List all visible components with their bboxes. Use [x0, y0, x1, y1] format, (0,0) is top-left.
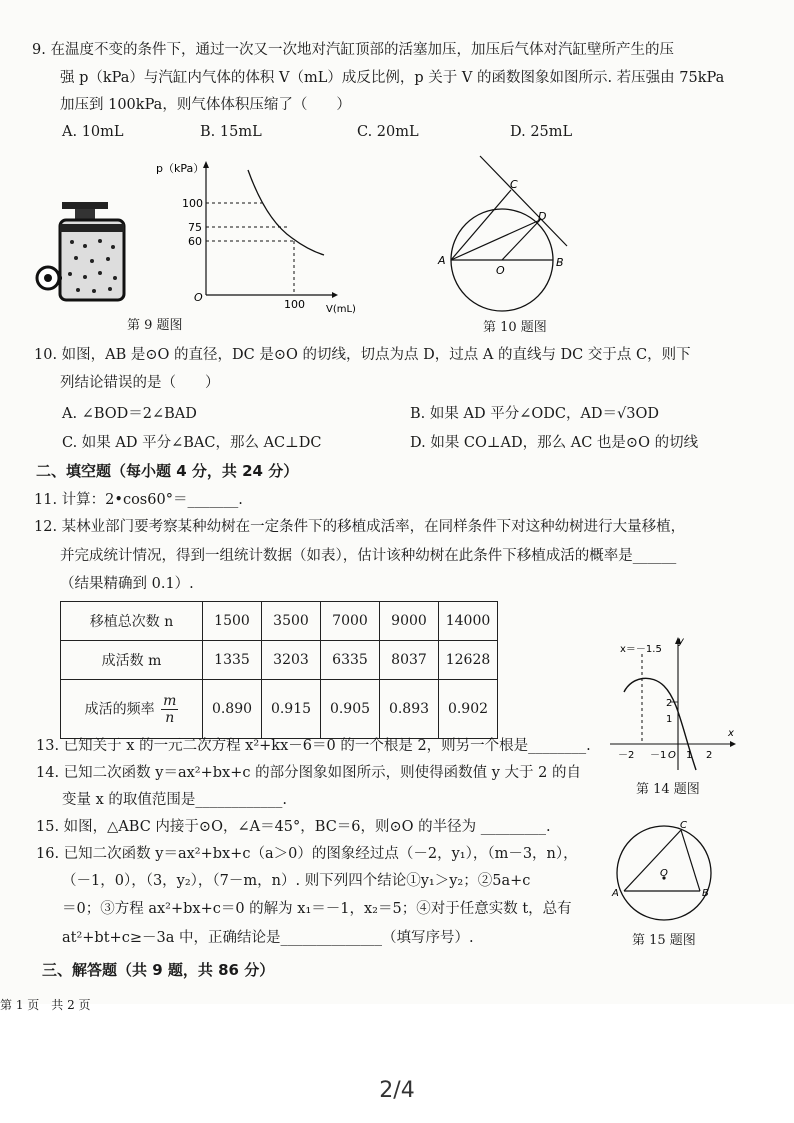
q10-option-c: C. 如果 AD 平分∠BAC，那么 AC⊥DC — [62, 435, 322, 451]
q14-line2: 变量 x 的取值范围是____________. — [62, 792, 288, 808]
q14-x-label: x — [728, 728, 734, 739]
table-cell: 0.905 — [321, 680, 380, 739]
q16-line4: at²+bt+c≥－3a 中，正确结论是______________（填写序号）. — [62, 930, 474, 946]
q15-figure — [606, 818, 726, 928]
q10-option-b: B. 如果 AD 平分∠ODC，AD＝√3OD — [410, 406, 660, 422]
table-cell: 3203 — [262, 641, 321, 680]
table-cell: 6335 — [321, 641, 380, 680]
q9-option-b: B. 15mL — [200, 124, 262, 140]
table-cell: 7000 — [321, 602, 380, 641]
table-cell: 0.915 — [262, 680, 321, 739]
q10-line1: 10. 如图，AB 是⊙O 的直径，DC 是⊙O 的切线，切点为点 D，过点 A 的直线与 DC 交于点 C，则下 — [34, 347, 691, 363]
q15-point-b: B — [702, 888, 709, 899]
table-cell: 9000 — [380, 602, 439, 641]
fraction-denominator: n — [165, 709, 175, 726]
q9-tick-75: 75 — [188, 221, 202, 234]
fraction-m-over-n — [161, 693, 178, 726]
q14-tick-m1: －1 — [650, 750, 667, 761]
table-row-header: 移植总次数 n — [61, 602, 203, 641]
table-row-header: 成活数 m — [61, 641, 203, 680]
q14-tick-p1: 1 — [686, 750, 693, 761]
q9-figure — [30, 150, 356, 315]
q9-line3: 加压到 100kPa，则气体体积压缩了（ ） — [60, 97, 351, 113]
q16-line2: （－1，0），（3，y₂），（7－m，n）. 则下列四个结论①y₁＞y₂；②5a+c — [62, 873, 531, 889]
q10-point-b: B — [556, 256, 564, 269]
q11: 11. 计算：2•cos60°＝_______. — [34, 492, 243, 508]
q10-point-d: D — [538, 210, 547, 223]
q9-tick-60: 60 — [188, 235, 202, 248]
q10-figure — [430, 148, 580, 313]
q12-line1: 12. 某林业部门要考察某种幼树在一定条件下的移植成活率，在同样条件下对这种幼树进行大量移植， — [34, 519, 686, 535]
table-cell: 12628 — [439, 641, 498, 680]
table-cell: 0.902 — [439, 680, 498, 739]
q14-tick-y1: 1 — [666, 714, 673, 725]
q12-line3: （结果精确到 0.1）. — [60, 576, 194, 592]
q15-point-a: A — [612, 888, 619, 899]
q15: 15. 如图，△ABC 内接于⊙O，∠A＝45°，BC＝6，则⊙O 的半径为 _________. — [36, 819, 551, 835]
q12-line2: 并完成统计情况，得到一组统计数据（如表），估计该种幼树在此条件下移植成活的概率是______ — [60, 548, 677, 564]
table-row — [61, 680, 498, 739]
table-cell: 3500 — [262, 602, 321, 641]
q9-tick-100: 100 — [182, 197, 203, 210]
q9-x-label: V(mL) — [326, 304, 356, 315]
section-2-header: 二、填空题（每小题 4 分，共 24 分） — [36, 462, 299, 480]
q10-point-o: O — [496, 264, 505, 277]
q9-option-a: A. 10mL — [62, 124, 124, 140]
q10-option-a: A. ∠BOD＝2∠BAD — [62, 406, 197, 422]
q9-line2: 强 p（kPa）与汽缸内气体的体积 V（mL）成反比例，p 关于 V 的函数图象如图所示. 若压强由 75kPa — [60, 70, 725, 86]
q10-caption: 第 10 题图 — [483, 320, 547, 335]
q9-line1: 9. 在温度不变的条件下，通过一次又一次地对汽缸顶部的活塞加压，加压后气体对汽缸壁所产生的压 — [32, 42, 674, 58]
q14-tick-m2: －2 — [618, 750, 635, 761]
table-row — [61, 641, 498, 680]
q10-option-d: D. 如果 CO⊥AD，那么 AC 也是⊙O 的切线 — [410, 435, 699, 451]
q9-caption: 第 9 题图 — [127, 318, 183, 333]
q9-option-c: C. 20mL — [357, 124, 419, 140]
q14-tick-y2: 2 — [666, 698, 673, 709]
section-3-header: 三、解答题（共 9 题，共 86 分） — [42, 961, 275, 979]
table-cell: 0.893 — [380, 680, 439, 739]
q9-origin: O — [194, 291, 203, 304]
q14-y-label: y — [678, 636, 684, 647]
q9-y-label: p（kPa） — [156, 162, 205, 175]
q16-line1: 16. 已知二次函数 y＝ax²+bx+c（a＞0）的图象经过点（－2，y₁），（m－3，n）， — [36, 846, 578, 862]
page-indicator: 2/4 — [379, 1078, 415, 1103]
q14-origin: O — [668, 750, 676, 761]
page-footer: 第 1 页 共 2 页 — [0, 998, 91, 1012]
survival-table — [60, 601, 498, 739]
q14-line1: 14. 已知二次函数 y＝ax²+bx+c 的部分图象如图所示，则使得函数值 y 大于 2 的自 — [36, 765, 581, 781]
table-cell: 1335 — [203, 641, 262, 680]
table-cell: 0.890 — [203, 680, 262, 739]
q14-axis-label: x＝－1.5 — [620, 644, 662, 655]
q14-caption: 第 14 题图 — [636, 782, 700, 797]
q16-line3: ＝0；③方程 ax²+bx+c＝0 的解为 x₁＝－1，x₂＝5；④对于任意实数 t，总有 — [62, 901, 572, 917]
table-cell: 8037 — [380, 641, 439, 680]
q10-line2: 列结论错误的是（ ） — [60, 375, 220, 391]
table-cell: 1500 — [203, 602, 262, 641]
q15-point-o: O — [660, 868, 668, 879]
q10-point-c: C — [510, 178, 518, 191]
table-row-header-frequency — [61, 680, 203, 739]
cylinder-illustration — [37, 202, 124, 300]
table-cell: 14000 — [439, 602, 498, 641]
frequency-label: 成活的频率 — [84, 701, 155, 717]
q13: 13. 已知关于 x 的一元二次方程 x²+kx－6＝0 的一个根是 2，则另一个根是________. — [36, 738, 591, 754]
q15-caption: 第 15 题图 — [632, 933, 696, 948]
q9-option-d: D. 25mL — [510, 124, 573, 140]
q14-figure — [610, 632, 745, 772]
table-row — [61, 602, 498, 641]
q14-tick-p2: 2 — [706, 750, 713, 761]
q15-point-c: C — [680, 820, 687, 831]
q10-point-a: A — [438, 254, 446, 267]
q9-tick-x: 100 — [284, 298, 305, 311]
fraction-numerator: m — [163, 692, 177, 709]
